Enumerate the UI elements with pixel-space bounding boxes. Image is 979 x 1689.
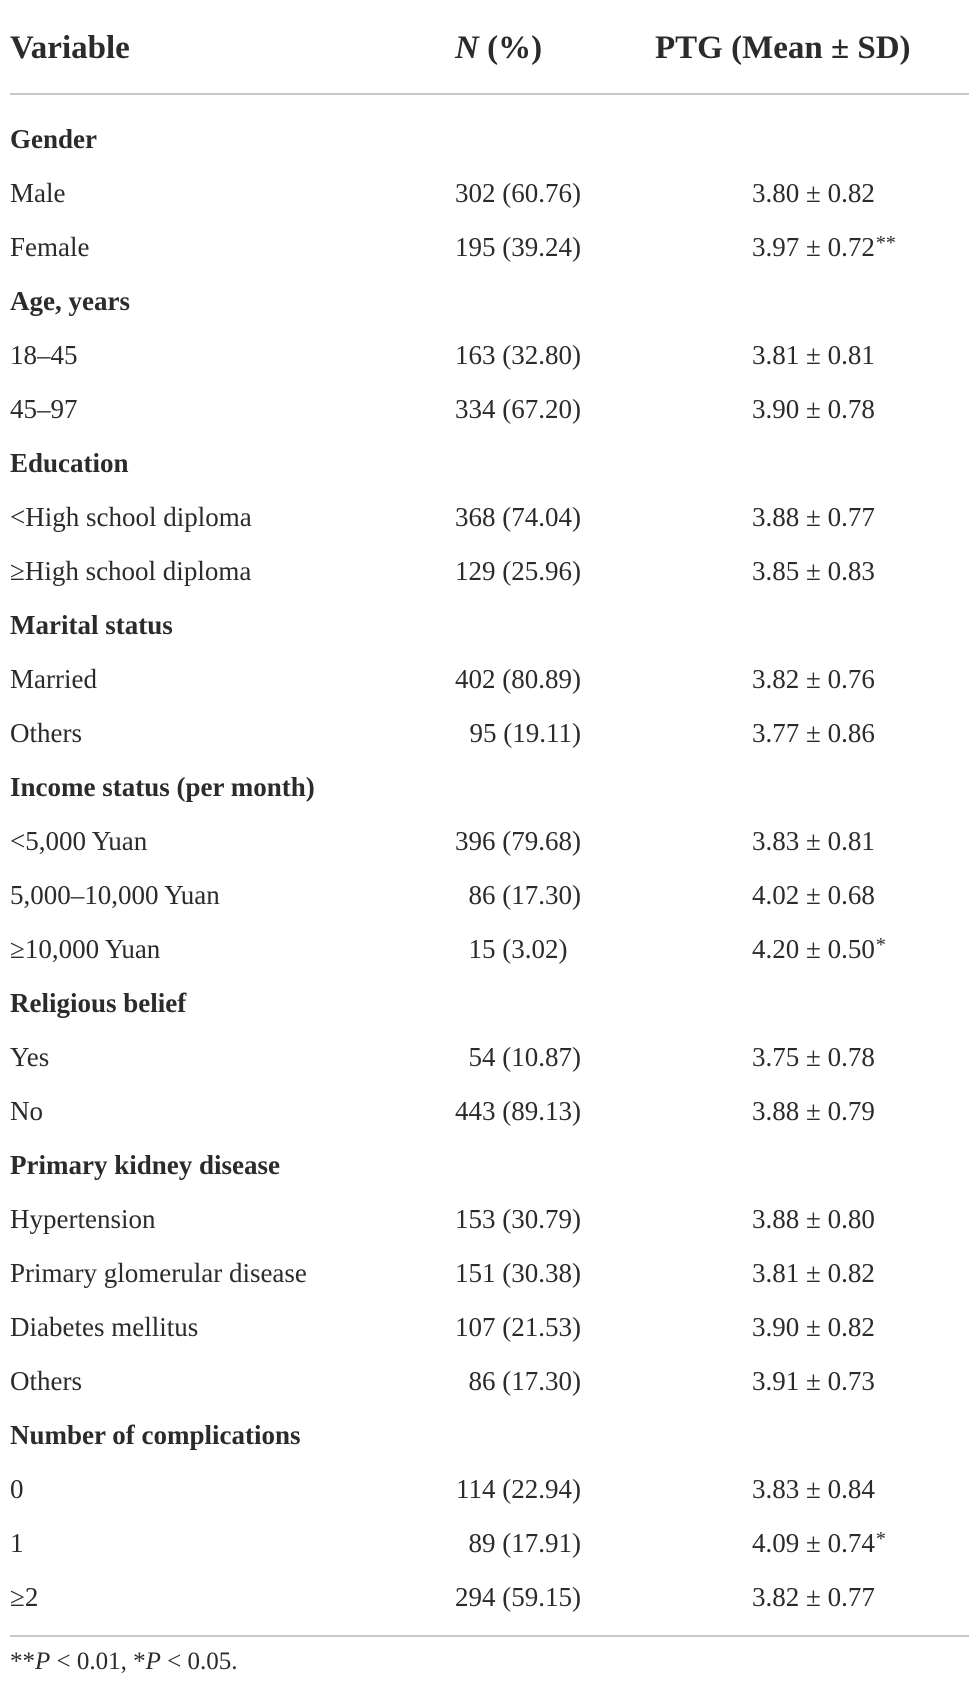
table-row [0,166,979,220]
n-count: 334 [455,394,496,424]
n-count: 15 [468,934,496,964]
n-percent: (67.20) [502,394,581,424]
header-variable: Variable [10,30,130,66]
ptg-cell [752,1084,875,1138]
n-count: 54 [468,1042,496,1072]
ptg-cell [752,382,875,436]
variable-label: 18–45 [10,340,78,370]
table-row [0,706,979,760]
variable-label: Diabetes mellitus [10,1312,199,1342]
header-divider [10,93,969,95]
table-row [0,868,979,922]
table-row [0,382,979,436]
table-row [0,490,979,544]
footnote-p-two: P [145,1648,161,1675]
ptg-cell [752,1030,875,1084]
ptg-cell [752,868,875,922]
n-count: 396 [455,826,496,856]
n-percent: (30.79) [502,1204,581,1234]
variable-label: 5,000–10,000 Yuan [10,880,220,910]
footnote-text-two: < 0.05. [160,1648,238,1675]
section-label: Gender [10,124,97,154]
variable-label: ≥2 [10,1582,39,1612]
ptg-value: 3.82 ± 0.76 [752,664,875,694]
ptg-value: 3.88 ± 0.77 [752,502,875,532]
n-percent: (10.87) [502,1042,581,1072]
significance-mark: * [875,934,886,956]
n-count: 95 [469,718,497,748]
section-label: Education [10,448,129,478]
ptg-cell [752,490,875,544]
table-row [0,328,979,382]
n-percent: (22.94) [502,1474,581,1504]
section-label: Religious belief [10,988,187,1018]
n-percent: (3.02) [502,934,581,964]
n-percent: (17.91) [502,1528,581,1558]
ptg-value: 3.90 ± 0.78 [752,394,875,424]
n-percent: (79.68) [502,826,581,856]
significance-mark: * [875,1528,886,1550]
n-percent-cell [452,328,581,382]
table-row [0,814,979,868]
ptg-value: 4.09 ± 0.74 [752,1528,875,1558]
n-percent-cell [452,922,581,976]
n-percent-cell [452,652,581,706]
n-count: 114 [456,1474,496,1504]
table-row [0,1570,979,1624]
section-label: Primary kidney disease [10,1150,280,1180]
footnote-mark-single: * [133,1648,146,1675]
ptg-value: 3.83 ± 0.84 [752,1474,875,1504]
section-label: Marital status [10,610,173,640]
section-row [0,598,979,652]
ptg-cell [752,166,875,220]
n-percent: (17.30) [502,1366,581,1396]
ptg-value: 3.81 ± 0.82 [752,1258,875,1288]
n-percent-cell [452,220,581,274]
n-count: 294 [455,1582,496,1612]
n-percent-cell [452,1084,581,1138]
variable-label: Hypertension [10,1204,156,1234]
table-body [0,112,979,1624]
variable-label: 45–97 [10,394,78,424]
ptg-value: 3.82 ± 0.77 [752,1582,875,1612]
table-row [0,1462,979,1516]
section-row [0,1408,979,1462]
significance-mark: ** [875,232,896,254]
n-count: 107 [455,1312,496,1342]
n-percent-cell [453,706,581,760]
ptg-cell [752,814,875,868]
n-count: 86 [468,1366,496,1396]
n-percent-cell [452,1030,581,1084]
variable-label: Primary glomerular disease [10,1258,307,1288]
variable-label: 0 [10,1474,24,1504]
n-count: 443 [455,1096,496,1126]
n-count: 153 [455,1204,496,1234]
n-percent-cell [452,814,581,868]
variable-label: 1 [10,1528,24,1558]
variable-label: ≥High school diploma [10,556,252,586]
n-count: 89 [468,1528,496,1558]
ptg-cell [752,922,886,979]
header-n-rest: (%) [478,30,543,66]
ptg-cell [752,652,875,706]
ptg-value: 3.91 ± 0.73 [752,1366,875,1396]
section-row [0,112,979,166]
section-row [0,976,979,1030]
n-percent: (80.89) [502,664,581,694]
table-row [0,544,979,598]
section-row [0,436,979,490]
n-percent-cell [452,1462,581,1516]
n-percent-cell [452,1354,581,1408]
n-percent-cell [452,1300,581,1354]
variable-label: Female [10,232,90,262]
n-count: 151 [455,1258,496,1288]
ptg-cell [752,1462,875,1516]
n-percent: (60.76) [502,178,581,208]
ptg-value: 3.88 ± 0.80 [752,1204,875,1234]
ptg-value: 3.75 ± 0.78 [752,1042,875,1072]
variable-label: Yes [10,1042,50,1072]
variable-label: Others [10,1366,82,1396]
section-row [0,1138,979,1192]
ptg-value: 3.85 ± 0.83 [752,556,875,586]
n-percent-cell [452,382,581,436]
footnote-p-one: P [35,1648,51,1675]
n-percent: (59.15) [502,1582,581,1612]
table-row [0,220,979,274]
n-percent: (17.30) [502,880,581,910]
n-count: 163 [455,340,496,370]
table-row [0,922,979,976]
n-percent: (74.04) [502,502,581,532]
variable-label: Others [10,718,82,748]
ptg-value: 3.80 ± 0.82 [752,178,875,208]
ptg-value: 3.77 ± 0.86 [752,718,875,748]
table-row [0,1354,979,1408]
n-count: 86 [468,880,496,910]
ptg-value: 4.20 ± 0.50 [752,934,875,964]
ptg-value: 3.90 ± 0.82 [752,1312,875,1342]
n-percent-cell [452,544,581,598]
section-row [0,760,979,814]
section-row [0,274,979,328]
ptg-value: 3.83 ± 0.81 [752,826,875,856]
variable-label: <5,000 Yuan [10,826,148,856]
ptg-cell [752,1354,875,1408]
table-row [0,1192,979,1246]
ptg-cell [752,1192,875,1246]
n-percent: (32.80) [502,340,581,370]
n-percent-cell [452,1516,581,1570]
n-percent: (21.53) [502,1312,581,1342]
ptg-value: 4.02 ± 0.68 [752,880,875,910]
n-count: 195 [455,232,496,262]
n-percent-cell [452,868,581,922]
header-n-percent [455,28,542,68]
variable-label: <High school diploma [10,502,252,532]
table-row [0,1246,979,1300]
n-count: 302 [455,178,496,208]
n-percent: (39.24) [502,232,581,262]
table-row [0,1084,979,1138]
n-count: 129 [455,556,496,586]
n-percent: (19.11) [503,718,581,748]
ptg-cell [752,706,875,760]
ptg-value: 3.88 ± 0.79 [752,1096,875,1126]
ptg-cell [752,1570,875,1624]
n-percent-cell [452,490,581,544]
ptg-cell [752,1246,875,1300]
ptg-cell [752,1516,886,1573]
n-percent: (25.96) [502,556,581,586]
ptg-cell [752,1300,875,1354]
n-percent-cell [452,166,581,220]
n-percent: (89.13) [502,1096,581,1126]
table-header [0,0,979,96]
n-percent-cell [452,1246,581,1300]
footnote-text-one: < 0.01, [50,1648,134,1675]
table-row [0,1030,979,1084]
section-label: Income status (per month) [10,772,315,802]
n-percent-cell [452,1192,581,1246]
table-row [0,1516,979,1570]
header-ptg: PTG (Mean ± SD) [655,30,911,66]
ptg-cell [752,220,896,277]
variable-label: Male [10,178,66,208]
ptg-cell [752,544,875,598]
n-percent: (30.38) [502,1258,581,1288]
footnote-mark-double: ** [10,1648,35,1675]
table-footnote [10,1645,238,1679]
ptg-value: 3.81 ± 0.81 [752,340,875,370]
section-label: Age, years [10,286,130,316]
variable-label: ≥10,000 Yuan [10,934,161,964]
n-count: 368 [455,502,496,532]
n-percent-cell [452,1570,581,1624]
footer-divider [10,1635,969,1637]
ptg-cell [752,328,875,382]
table-row [0,652,979,706]
section-label: Number of complications [10,1420,301,1450]
variable-label: Married [10,664,97,694]
variable-label: No [10,1096,43,1126]
ptg-value: 3.97 ± 0.72 [752,232,875,262]
table-row [0,1300,979,1354]
n-count: 402 [455,664,496,694]
header-n-italic: N [455,30,479,66]
